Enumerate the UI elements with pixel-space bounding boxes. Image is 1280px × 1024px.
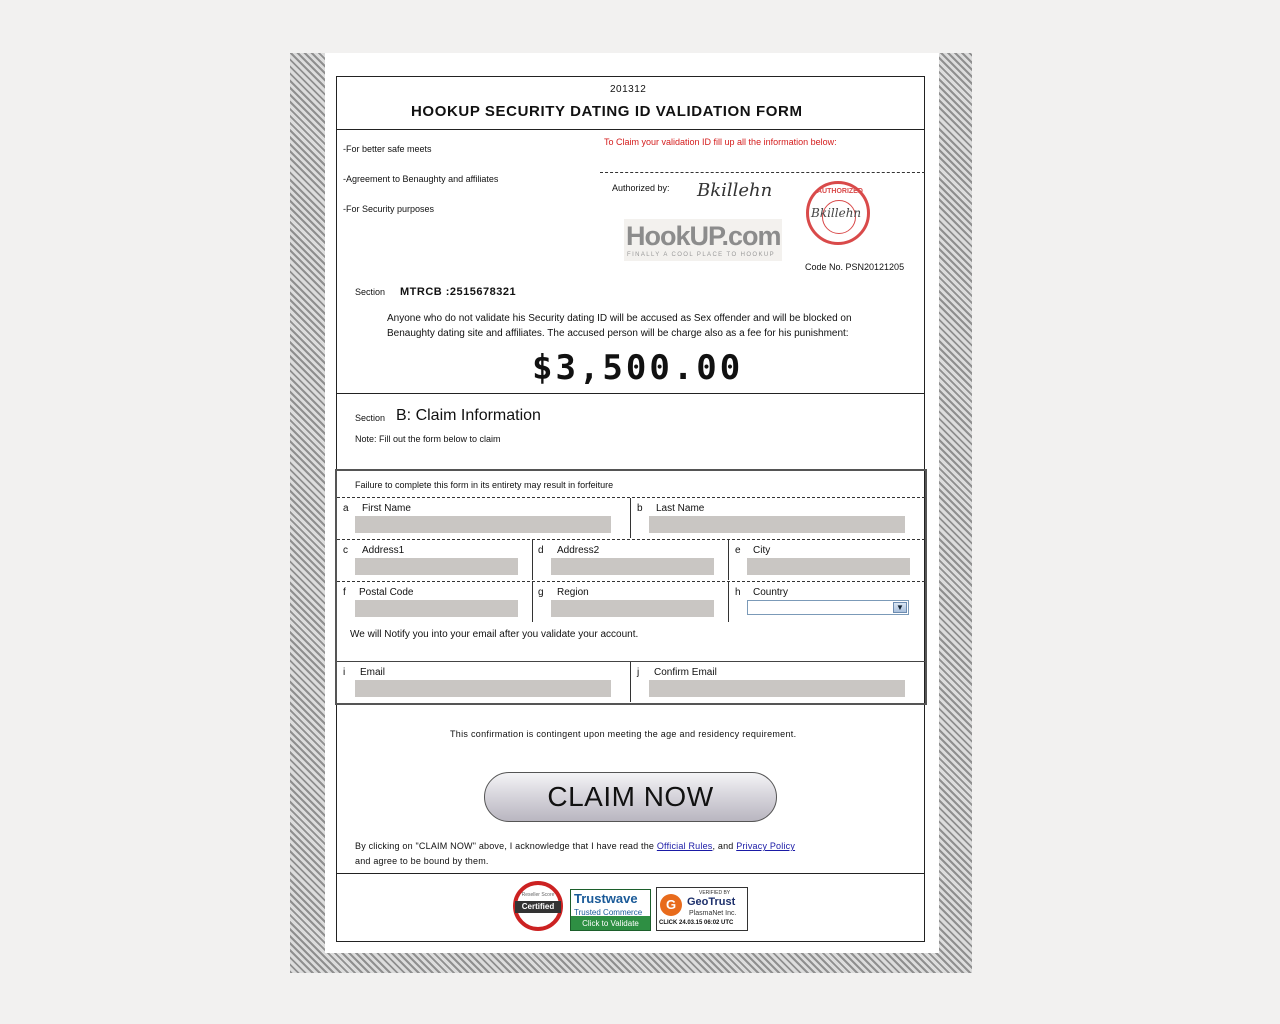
field-letter: f bbox=[343, 587, 346, 598]
dashed-divider bbox=[600, 172, 925, 173]
row-divider bbox=[337, 661, 925, 662]
geotrust-text: GeoTrust bbox=[687, 896, 736, 908]
form-title: HOOKUP SECURITY DATING ID VALIDATION FORM bbox=[411, 103, 803, 120]
geotrust-click-text: CLICK 24.03.15 06:02 UTC bbox=[659, 920, 734, 926]
legal-and: , and bbox=[712, 841, 734, 851]
section-title: B: Claim Information bbox=[396, 407, 541, 424]
claim-now-button[interactable]: CLAIM NOW bbox=[484, 772, 777, 822]
legal-text bbox=[355, 841, 795, 851]
form-code: 201312 bbox=[610, 84, 647, 95]
hookup-logo bbox=[624, 219, 782, 261]
divider bbox=[337, 129, 925, 130]
field-letter: g bbox=[538, 587, 544, 598]
column-divider bbox=[728, 540, 729, 580]
notify-text: We will Notify you into your email after you validate your account. bbox=[350, 629, 639, 640]
column-divider bbox=[728, 582, 729, 622]
section-label: Section bbox=[355, 413, 386, 423]
trustwave-cta-text: Click to Validate bbox=[582, 919, 639, 928]
city-input[interactable] bbox=[747, 558, 910, 575]
field-letter: h bbox=[735, 587, 741, 598]
row-divider bbox=[337, 581, 925, 582]
address1-input[interactable] bbox=[355, 558, 518, 575]
field-letter: b bbox=[637, 503, 643, 514]
intro-point: -For Security purposes bbox=[343, 204, 435, 214]
column-divider bbox=[630, 498, 631, 538]
country-select[interactable] bbox=[747, 600, 909, 615]
penalty-amount: $3,500.00 bbox=[532, 348, 744, 388]
field-label: Email bbox=[360, 667, 386, 678]
geotrust-badge[interactable] bbox=[656, 887, 748, 931]
field-label: Last Name bbox=[656, 503, 705, 514]
confirmation-text: This confirmation is contingent upon meeting the age and residency requirement. bbox=[450, 729, 797, 739]
geotrust-company-text: PlasmaNet Inc. bbox=[689, 910, 737, 917]
signature: Bkillehn bbox=[697, 180, 773, 201]
column-divider bbox=[532, 582, 533, 622]
divider bbox=[337, 393, 925, 394]
chevron-down-icon[interactable]: ▼ bbox=[893, 602, 907, 613]
trustwave-text: Trustwave bbox=[574, 891, 638, 906]
legal-suffix: and agree to be bound by them. bbox=[355, 856, 489, 866]
trustwave-badge[interactable] bbox=[570, 889, 651, 931]
column-divider bbox=[532, 540, 533, 580]
certified-text: Certified bbox=[515, 901, 561, 913]
stamp-text: AUTHORIZED bbox=[817, 188, 863, 195]
claim-note: To Claim your validation ID fill up all the information below: bbox=[604, 137, 837, 147]
email-input[interactable] bbox=[355, 680, 611, 697]
warning-line: Benaughty dating site and affiliates. The accused person will be charge also as a fee for his punishment: bbox=[387, 328, 849, 339]
logo-tagline: FINALLY A COOL PLACE TO HOOKUP bbox=[627, 252, 776, 258]
section-note: Note: Fill out the form below to claim bbox=[355, 434, 501, 444]
stamp-signature: Bkillehn bbox=[811, 206, 862, 220]
region-input[interactable] bbox=[551, 600, 714, 617]
postal-code-input[interactable] bbox=[355, 600, 518, 617]
field-label: City bbox=[753, 545, 771, 556]
last-name-input[interactable] bbox=[649, 516, 905, 533]
forfeiture-warning: Failure to complete this form in its entirety may result in forfeiture bbox=[355, 480, 614, 490]
field-label: Country bbox=[753, 587, 789, 598]
authorized-by-label: Authorized by: bbox=[612, 183, 670, 193]
row-divider bbox=[337, 539, 925, 540]
field-letter: a bbox=[343, 503, 349, 514]
field-letter: d bbox=[538, 545, 544, 556]
field-label: Postal Code bbox=[359, 587, 414, 598]
section-label: Section bbox=[355, 287, 386, 297]
intro-point: -For better safe meets bbox=[343, 144, 432, 154]
code-number: Code No. PSN20121205 bbox=[805, 262, 905, 272]
certified-top-text: Reseller Score bbox=[521, 892, 555, 898]
warning-line: Anyone who do not validate his Security dating ID will be accused as Sex offender and will be blocked on bbox=[387, 313, 852, 324]
field-letter: i bbox=[343, 667, 346, 678]
confirm-email-input[interactable] bbox=[649, 680, 905, 697]
field-label: Region bbox=[557, 587, 589, 598]
logo-text: HookUP.com bbox=[626, 221, 781, 251]
field-letter: e bbox=[735, 545, 741, 556]
row-divider bbox=[337, 497, 925, 498]
field-label: Confirm Email bbox=[654, 667, 717, 678]
intro-point: -Agreement to Benaughty and affiliates bbox=[343, 174, 499, 184]
legal-prefix: By clicking on "CLAIM NOW" above, I acknowledge that I have read the bbox=[355, 841, 655, 851]
certified-badge[interactable] bbox=[513, 881, 563, 931]
geotrust-logo-icon: G bbox=[660, 894, 682, 916]
privacy-policy-link[interactable]: Privacy Policy bbox=[736, 841, 796, 851]
geotrust-verified-text: VERIFIED BY bbox=[699, 890, 731, 896]
section-id: MTRCB :2515678321 bbox=[400, 286, 517, 298]
field-letter: c bbox=[343, 545, 348, 556]
field-letter: j bbox=[637, 667, 640, 678]
field-label: Address2 bbox=[557, 545, 600, 556]
authorized-stamp bbox=[806, 181, 870, 245]
address2-input[interactable] bbox=[551, 558, 714, 575]
trustwave-sub-text: Trusted Commerce bbox=[574, 908, 643, 917]
field-label: First Name bbox=[362, 503, 411, 514]
claim-form-box bbox=[335, 469, 927, 705]
first-name-input[interactable] bbox=[355, 516, 611, 533]
official-rules-link[interactable]: Official Rules bbox=[656, 841, 713, 851]
divider bbox=[337, 873, 925, 874]
column-divider bbox=[630, 662, 631, 702]
field-label: Address1 bbox=[362, 545, 405, 556]
